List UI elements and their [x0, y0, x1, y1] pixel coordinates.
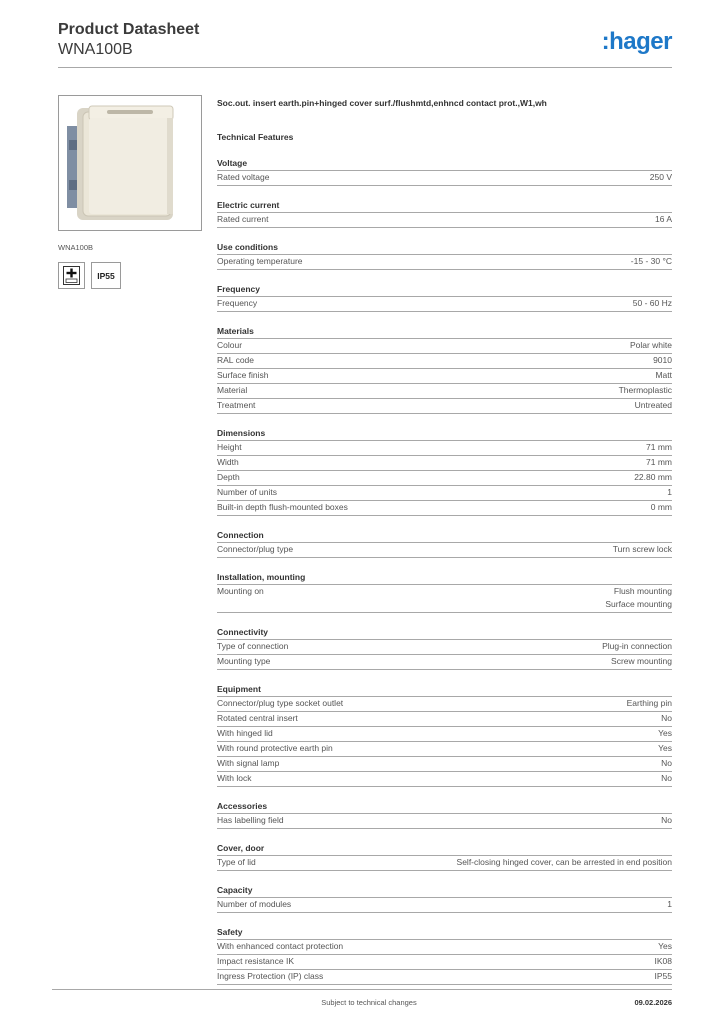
spec-section [217, 925, 672, 985]
spec-value [634, 471, 672, 485]
spec-row [217, 399, 672, 414]
spec-value [650, 171, 672, 185]
spec-value-line: 9010 [653, 354, 672, 365]
section-title: Frequency [217, 282, 672, 297]
spec-value [619, 384, 672, 398]
spec-value [661, 712, 672, 726]
spec-value [661, 814, 672, 828]
spec-row [217, 640, 672, 655]
spec-section [217, 883, 672, 913]
spec-value [667, 898, 672, 912]
spec-value [627, 697, 672, 711]
spec-row [217, 814, 672, 829]
spec-section [217, 198, 672, 228]
spec-label: Rotated central insert [217, 713, 298, 724]
spec-label: Rated current [217, 213, 269, 224]
section-title: Safety [217, 925, 672, 940]
spec-label: Ingress Protection (IP) class [217, 971, 324, 982]
spec-value [658, 742, 672, 756]
spec-label: Operating temperature [217, 255, 303, 266]
spec-value-line: No [661, 758, 672, 769]
section-title: Cover, door [217, 841, 672, 856]
spec-value [661, 757, 672, 771]
spec-label: Connector/plug type [217, 543, 294, 554]
spec-label: Number of modules [217, 899, 292, 910]
spec-value [651, 501, 672, 515]
spec-section [217, 625, 672, 670]
spec-row [217, 727, 672, 742]
spec-row [217, 772, 672, 787]
spec-value-line: 1 [667, 486, 672, 497]
spec-row [217, 742, 672, 757]
spec-label: Mounting on [217, 585, 264, 596]
technical-content [217, 96, 672, 985]
certification-icons [58, 262, 121, 289]
spec-value-line: 16 A [654, 213, 672, 224]
spec-label: Impact resistance IK [217, 956, 295, 967]
spec-value-line: 250 V [649, 172, 672, 182]
spec-value [611, 655, 672, 669]
spec-row [217, 354, 672, 369]
section-title: Accessories [217, 799, 672, 814]
footer-divider [52, 989, 672, 990]
spec-value [457, 856, 672, 870]
spec-section [217, 682, 672, 787]
spec-value [653, 354, 672, 368]
spec-value [655, 213, 672, 227]
spec-row [217, 486, 672, 501]
spec-label: With round protective earth pin [217, 743, 333, 754]
spec-label: Treatment [217, 399, 256, 410]
spec-value-line: Yes [658, 728, 672, 739]
spec-row [217, 456, 672, 471]
spec-value-line: -15 - 30 °C [630, 255, 672, 266]
spec-value-line: Polar white [629, 339, 672, 350]
spec-row [217, 339, 672, 354]
spec-row [217, 697, 672, 712]
spec-label: Type of lid [217, 857, 256, 868]
header-divider [58, 67, 672, 68]
spec-row [217, 856, 672, 871]
spec-value-line: No [661, 773, 672, 784]
spec-label: Depth [217, 471, 240, 482]
spec-row [217, 441, 672, 456]
spec-section [217, 570, 672, 614]
spec-value-line: Matt [655, 369, 672, 380]
spec-row [217, 585, 672, 614]
spec-label: Built-in depth flush-mounted boxes [217, 501, 348, 512]
spec-label: Width [217, 456, 239, 467]
spec-value [605, 585, 672, 612]
spec-value [631, 255, 672, 269]
spec-value-line: 22.80 mm [634, 471, 672, 482]
spec-label: Connector/plug type socket outlet [217, 698, 344, 709]
spec-label: Type of connection [217, 641, 289, 652]
spec-label: With lock [217, 773, 252, 784]
spec-value [655, 970, 673, 984]
spec-row [217, 940, 672, 955]
spec-label: Number of units [217, 486, 277, 497]
spec-value-line: Yes [658, 941, 672, 952]
product-image [58, 95, 202, 231]
spec-value-line: Plug-in connection [602, 641, 672, 652]
page-title: Product Datasheet [58, 21, 200, 38]
spec-label: Surface finish [217, 369, 269, 380]
spec-value [630, 339, 672, 353]
spec-row [217, 712, 672, 727]
spec-label: Mounting type [217, 656, 271, 667]
spec-value-line: Untreated [634, 399, 672, 410]
spec-value-line: Turn screw lock [612, 543, 672, 554]
spec-row [217, 213, 672, 228]
feature-sections [217, 156, 672, 985]
spec-value-line: Surface mounting [605, 599, 672, 610]
spec-row [217, 655, 672, 670]
spec-section [217, 324, 672, 414]
page-header [58, 20, 672, 68]
spec-label: Rated voltage [217, 172, 270, 182]
product-description: Soc.out. insert earth.pin+hinged cover surf./flushmtd,enhncd contact prot.,W1,wh [217, 98, 547, 108]
spec-value [655, 955, 673, 969]
spec-section [217, 282, 672, 312]
spec-row [217, 384, 672, 399]
spec-section [217, 528, 672, 558]
spec-row [217, 898, 672, 913]
technical-features-heading: Technical Features [217, 132, 294, 142]
spec-label: Frequency [217, 297, 258, 308]
section-title: Dimensions [217, 426, 672, 441]
spec-value-line: IK08 [654, 956, 672, 967]
spec-value-line: Earthing pin [626, 698, 672, 709]
spec-row [217, 369, 672, 384]
spec-value-line: 1 [667, 899, 672, 910]
spec-value-line: Screw mounting [611, 656, 672, 667]
spec-row [217, 255, 672, 270]
spec-row [217, 970, 672, 985]
spec-row [217, 297, 672, 312]
spec-value-line: Yes [658, 743, 672, 754]
hager-logo: :hager [601, 28, 672, 55]
spec-row [217, 501, 672, 516]
spec-value-line: Flush mounting [613, 585, 672, 596]
spec-value [613, 543, 672, 557]
spec-label: Colour [217, 339, 243, 350]
spec-value [646, 456, 672, 470]
ip-rating-badge: IP55 [91, 262, 121, 289]
spec-value [661, 772, 672, 786]
spec-value-line: Thermoplastic [618, 384, 672, 395]
section-title: Connection [217, 528, 672, 543]
spec-value [658, 727, 672, 741]
spec-value-line: No [661, 815, 672, 826]
spec-value-line: Self-closing hinged cover, can be arrested in end position [456, 857, 672, 868]
spec-value [658, 940, 672, 954]
section-title: Electric current [217, 198, 672, 213]
spec-label: Material [217, 384, 248, 395]
spec-section [217, 426, 672, 516]
spec-label: Has labelling field [217, 815, 284, 826]
spec-value-line: 50 - 60 Hz [632, 297, 672, 308]
spec-value [667, 486, 672, 500]
section-title: Installation, mounting [217, 570, 672, 585]
spec-value [633, 297, 672, 311]
image-caption: WNA100B [58, 243, 94, 252]
spec-value-line: 71 mm [646, 441, 672, 452]
spec-row [217, 543, 672, 558]
spec-value [635, 399, 672, 413]
spec-label: With hinged lid [217, 728, 273, 739]
footer-date: 09.02.2026 [634, 998, 672, 1007]
spec-row [217, 955, 672, 970]
spec-section [217, 841, 672, 871]
spec-label: Height [217, 441, 242, 452]
spec-value [602, 640, 672, 654]
spec-section [217, 799, 672, 829]
spec-value [646, 441, 672, 455]
spec-label: RAL code [217, 354, 255, 365]
socket-outlet-illustration [59, 96, 202, 231]
spec-label: With signal lamp [217, 758, 280, 769]
section-title: Connectivity [217, 625, 672, 640]
spec-value-line: 71 mm [646, 456, 672, 467]
section-title: Materials [217, 324, 672, 339]
spec-row [217, 757, 672, 772]
section-title: Use conditions [217, 240, 672, 255]
section-title: Equipment [217, 682, 672, 697]
spec-value-line: 0 mm [650, 501, 672, 512]
spec-section [217, 156, 672, 186]
earth-pin-symbol-icon [58, 262, 85, 289]
section-title: Capacity [217, 883, 672, 898]
section-title: Voltage [217, 156, 672, 171]
spec-value-line: No [661, 713, 672, 724]
product-code: WNA100B [58, 41, 133, 58]
spec-section [217, 240, 672, 270]
footer-note: Subject to technical changes [321, 998, 417, 1007]
spec-label: With enhanced contact protection [217, 941, 344, 952]
spec-row [217, 471, 672, 486]
spec-value-line: IP55 [654, 971, 672, 982]
spec-value [655, 369, 672, 383]
spec-row [217, 171, 672, 186]
